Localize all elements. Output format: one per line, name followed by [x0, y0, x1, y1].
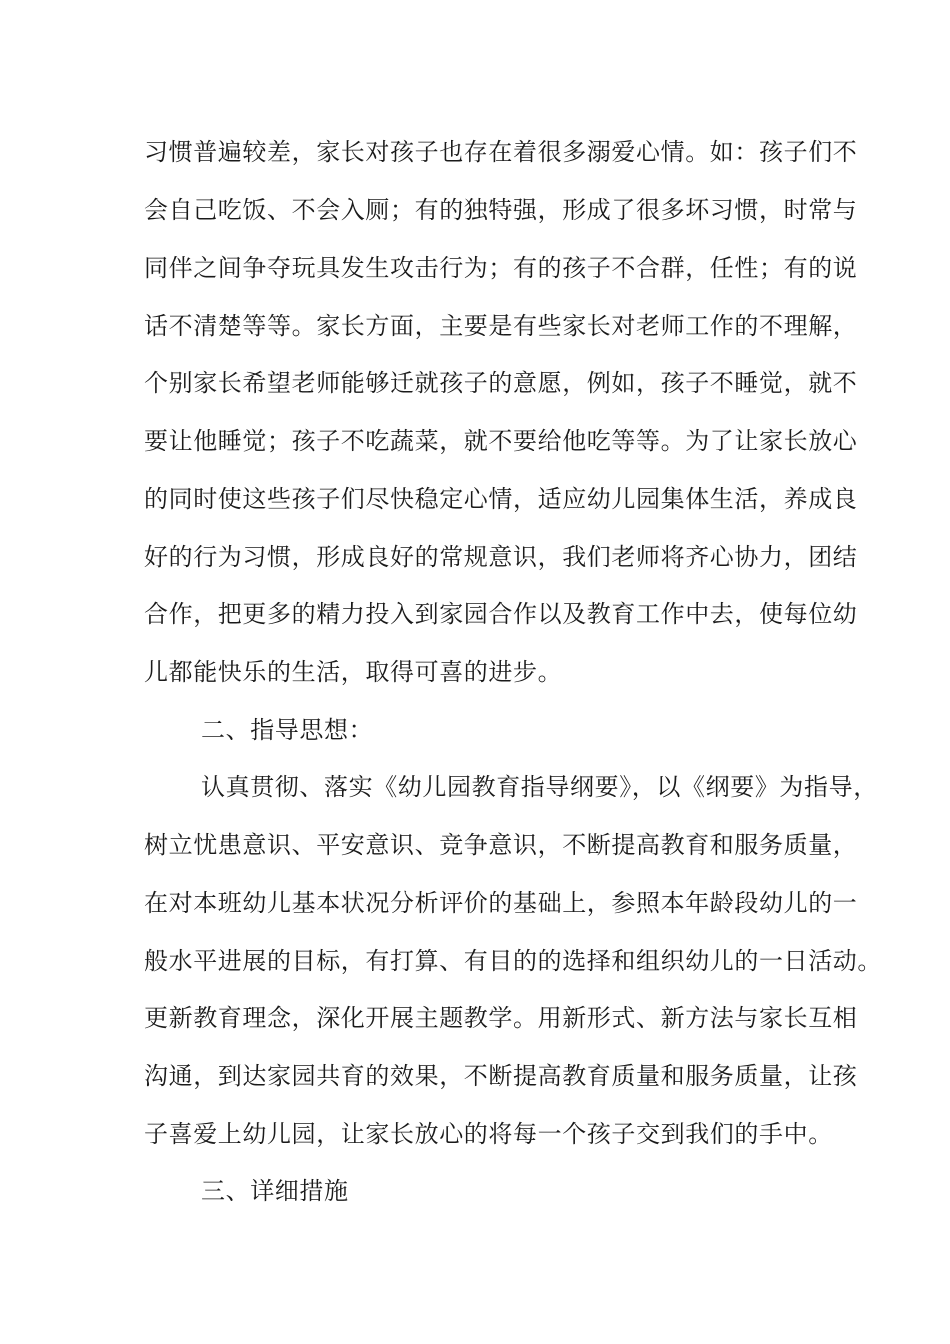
paragraph-line: 会自己吃饭、不会入厕；有的独特强，形成了很多坏习惯，时常与: [144, 196, 858, 224]
paragraph-line: 树立忧患意识、平安意识、竞争意识，不断提高教育和服务质量，: [144, 831, 858, 859]
paragraph-line: 般水平进展的目标，有打算、有目的的选择和组织幼儿的一日活动。: [144, 947, 882, 975]
paragraph-line: 合作，把更多的精力投入到家园合作以及教育工作中去，使每位幼: [144, 600, 858, 628]
paragraph-line: 习惯普遍较差，家长对孩子也存在着很多溺爱心情。如：孩子们不: [144, 138, 858, 166]
paragraph-line: 话不清楚等等。家长方面，主要是有些家长对老师工作的不理解，: [144, 312, 858, 340]
paragraph-line: 儿都能快乐的生活，取得可喜的进步。: [144, 658, 563, 686]
paragraph-line: 更新教育理念，深化开展主题教学。用新形式、新方法与家长互相: [144, 1004, 858, 1032]
paragraph-line: 同伴之间争夺玩具发生攻击行为；有的孩子不合群，任性；有的说: [144, 254, 858, 282]
paragraph-line: 沟通，到达家园共育的效果，不断提高教育质量和服务质量，让孩: [144, 1062, 858, 1090]
paragraph-line: 在对本班幼儿基本状况分析评价的基础上，参照本年龄段幼儿的一: [144, 889, 858, 917]
paragraph-line: 个别家长希望老师能够迁就孩子的意愿，例如，孩子不睡觉，就不: [144, 369, 858, 397]
section-heading: 三、详细措施: [201, 1177, 349, 1205]
paragraph-line: 要让他睡觉；孩子不吃蔬菜，就不要给他吃等等。为了让家长放心: [144, 427, 858, 455]
paragraph-line: 好的行为习惯，形成良好的常规意识，我们老师将齐心协力，团结: [144, 543, 858, 571]
section-heading: 二、指导思想：: [201, 716, 374, 744]
paragraph-line: 的同时使这些孩子们尽快稳定心情，适应幼儿园集体生活，养成良: [144, 485, 858, 513]
paragraph-line: 认真贯彻、落实《幼儿园教育指导纲要》，以《纲要》为指导，: [201, 773, 878, 801]
paragraph-line: 子喜爱上幼儿园，让家长放心的将每一个孩子交到我们的手中。: [144, 1120, 833, 1148]
